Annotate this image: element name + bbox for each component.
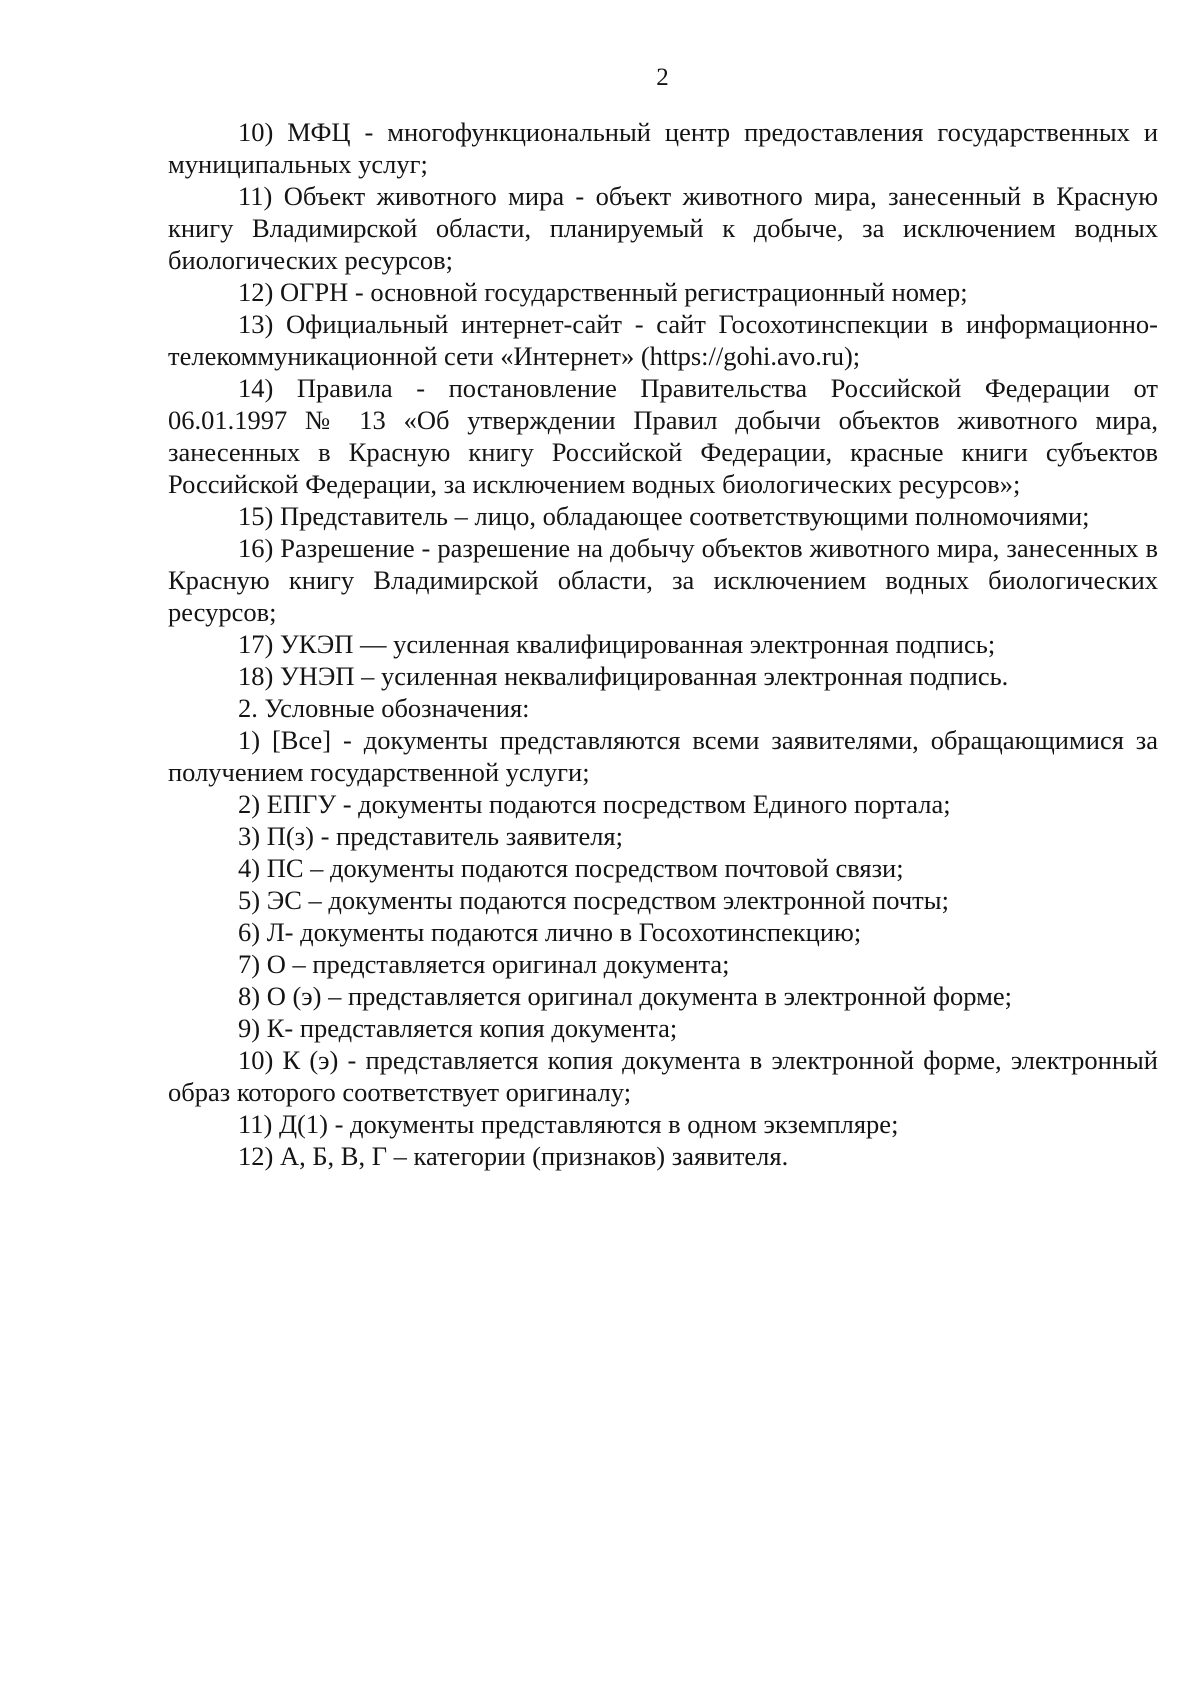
definition-ukep: 17) УКЭП — усиленная квалифицированная электронная подпись; bbox=[238, 629, 996, 659]
page-number: 2 bbox=[656, 64, 669, 91]
symbol-in-person: 6) Л- документы подаются лично в Госохотинспекцию; bbox=[238, 917, 862, 947]
symbol-email: 5) ЭС – документы подаются посредством электронной почты; bbox=[238, 885, 949, 915]
definition-wildlife-object: 11) Объект животного мира - объект животного мира, занесенный в Красную книгу Владимирской области, планируемый к добыче, за исключением водных биологических ресурсов; bbox=[168, 181, 1158, 275]
symbol-original: 7) О – представляется оригинал документа; bbox=[238, 949, 730, 979]
definition-mfc: 10) МФЦ - многофункциональный центр предоставления государственных и муниципальных услуг; bbox=[168, 117, 1158, 179]
definition-ogrn: 12) ОГРН - основной государственный регистрационный номер; bbox=[238, 277, 968, 307]
symbol-post: 4) ПС – документы подаются посредством почтовой связи; bbox=[238, 853, 904, 883]
symbol-all: 1) [Все] - документы представляются всеми заявителями, обращающимися за получением государственной услуги; bbox=[168, 725, 1158, 787]
symbol-one-copy: 11) Д(1) - документы представляются в одном экземпляре; bbox=[238, 1109, 899, 1139]
definition-unep: 18) УНЭП – усиленная неквалифицированная электронная подпись. bbox=[238, 661, 1009, 691]
definition-permit: 16) Разрешение - разрешение на добычу объектов животного мира, занесенных в Красную книгу Владимирской области, за исключением водных биологических ресурсов; bbox=[168, 533, 1158, 627]
symbol-original-electronic: 8) О (э) – представляется оригинал документа в электронной форме; bbox=[238, 981, 1012, 1011]
symbol-epgu: 2) ЕПГУ - документы подаются посредством Единого портала; bbox=[238, 789, 951, 819]
symbol-copy-electronic: 10) К (э) - представляется копия документа в электронной форме, электронный образ которого соответствует оригиналу; bbox=[168, 1045, 1158, 1107]
symbol-applicant-categories: 12) А, Б, В, Г – категории (признаков) заявителя. bbox=[238, 1141, 789, 1171]
symbol-representative: 3) П(з) - представитель заявителя; bbox=[238, 821, 623, 851]
symbol-copy: 9) К- представляется копия документа; bbox=[238, 1013, 678, 1043]
definition-official-website: 13) Официальный интернет-сайт - сайт Госохотинспекции в информационно-телекоммуникационной сети «Интернет» (https://gohi.avo.ru); bbox=[168, 309, 1158, 371]
definition-representative: 15) Представитель – лицо, обладающее соответствующими полномочиями; bbox=[238, 501, 1090, 531]
document-body bbox=[168, 116, 1158, 1172]
section-heading-symbols: 2. Условные обозначения: bbox=[238, 693, 530, 723]
definition-rules: 14) Правила - постановление Правительства Российской Федерации от 06.01.1997 № 13 «Об утверждении Правил добычи объектов животного мира, занесенных в Красную книгу Российской Федерации, красные книги субъектов Российской Федерации, за исключением водных биологических ресурсов»; bbox=[168, 373, 1158, 499]
